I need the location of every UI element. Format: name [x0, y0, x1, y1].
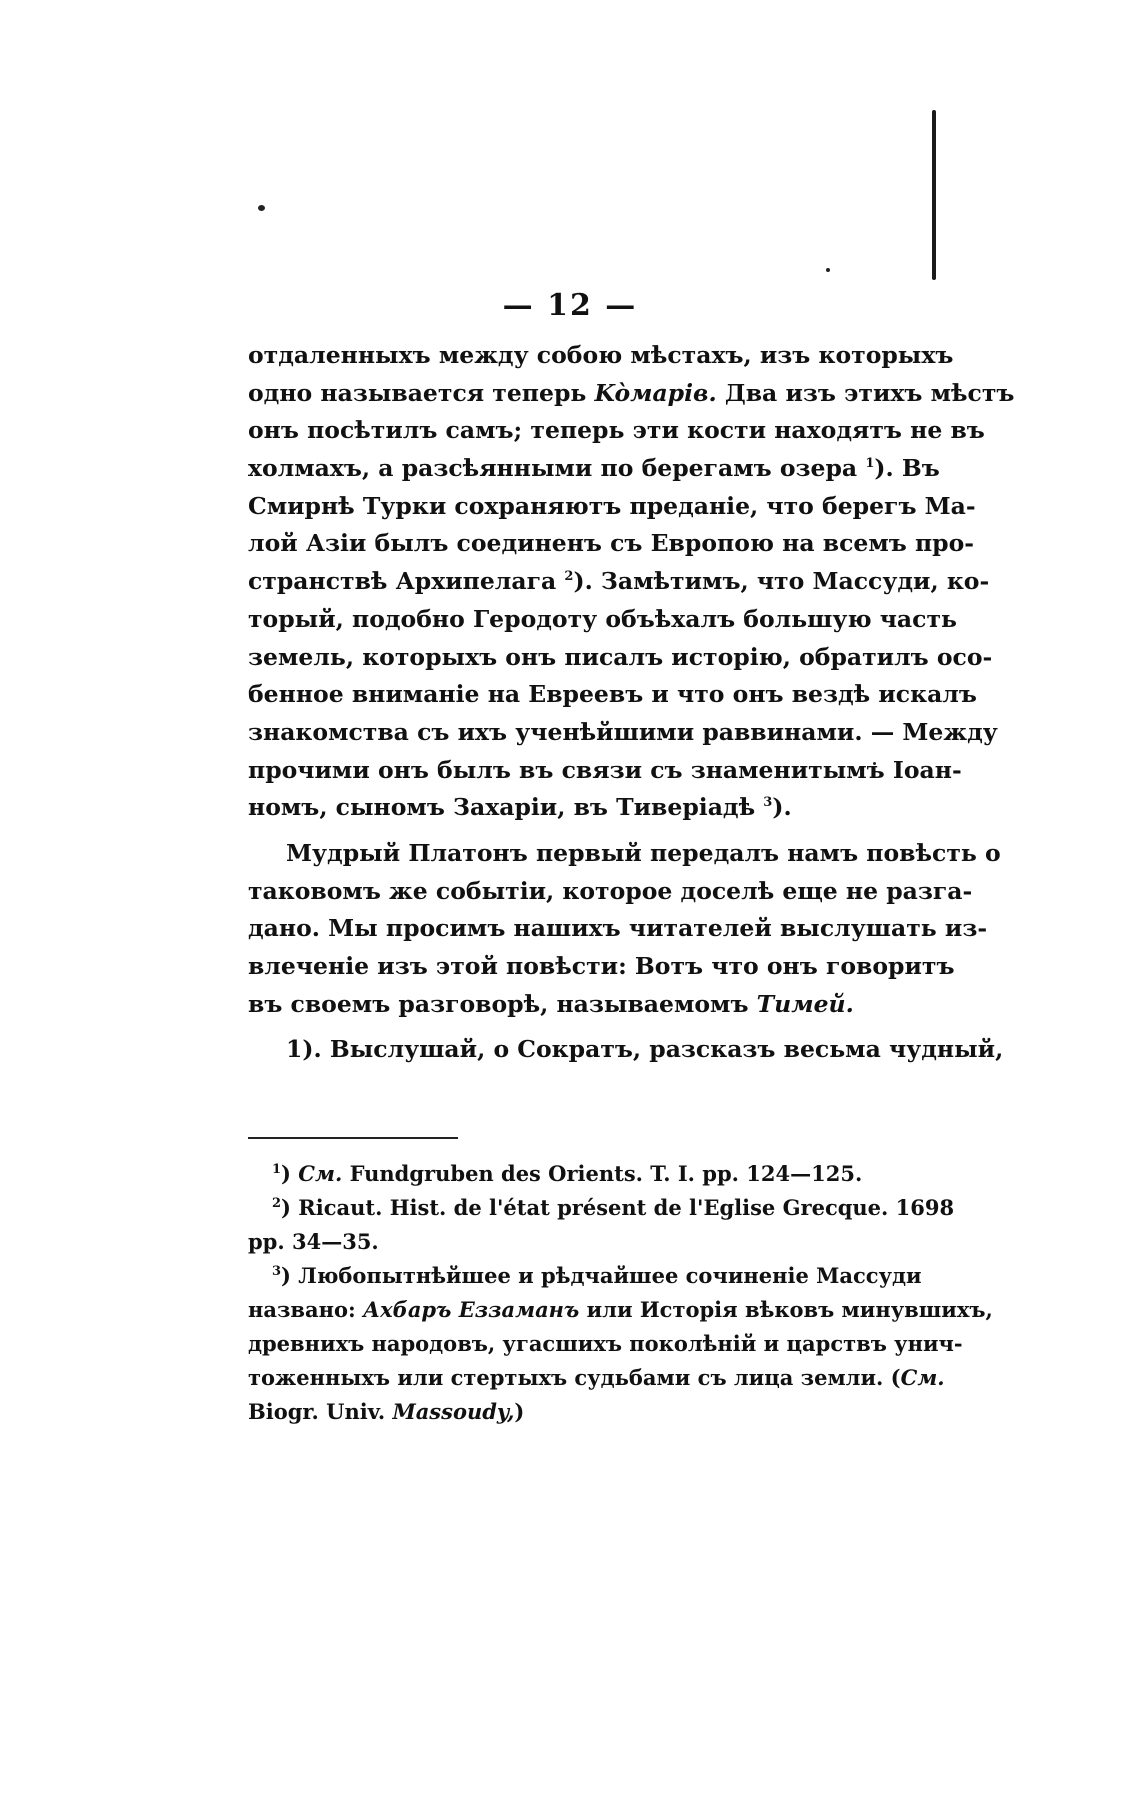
- footnote-continuation: названо: Ахбаръ Еззаманъ или Исторія вѣковъ минувшихъ,: [248, 1297, 993, 1322]
- footnote-continuation: Biogr. Univ. Massoudy,): [248, 1399, 525, 1424]
- text-line: земель, которыхъ онъ писалъ исторію, обратилъ осо-: [248, 642, 993, 671]
- text-line: 1). Выслушай, о Сократъ, разсказъ весьма чудный,: [286, 1035, 1004, 1064]
- footnote: $^3$) Любопытнѣйшее и рѣдчайшее сочиненіе Массуди: [272, 1263, 922, 1288]
- text-line: отдаленныхъ между собою мѣстахъ, изъ которыхъ: [248, 341, 954, 369]
- footnote: $^1$) См. Fundgruben des Orients. T. I. pp. 124—125.: [272, 1161, 863, 1186]
- page-number: — 12 —: [502, 288, 638, 323]
- text-line: бенное вниманіе на Евреевъ и что онъ вездѣ искалъ: [248, 680, 977, 709]
- footnote-ref: 1: [865, 456, 875, 472]
- main-text: [248, 337, 1015, 1069]
- text-line: Смирнѣ Турки сохраняютъ преданіе, что берегъ Ма-: [248, 491, 976, 520]
- text-line: одно называется теперь Kòмapiв. Два изъ этихъ мѣстъ: [248, 378, 1015, 407]
- text-line: лой Азіи былъ соединенъ съ Европою на всемъ про-: [248, 529, 975, 558]
- text-line: странствѣ Архипелага $^2$). Замѣтимъ, что Массуди, ко-: [248, 567, 990, 596]
- text-line: знакомства съ ихъ ученѣйшими раввинами. — Между: [248, 717, 998, 746]
- text-line: влеченіе изъ этой повѣсти: Вотъ что онъ говоритъ: [248, 952, 955, 980]
- footnotes: [248, 1157, 993, 1429]
- text-line: таковомъ же событіи, которое доселѣ еще не разга-: [248, 876, 973, 905]
- footnote-ref: 2: [564, 569, 574, 585]
- scan-speck: [258, 205, 265, 211]
- text-line: въ своемъ разговорѣ, называемомъ Тимей.: [248, 989, 854, 1018]
- text-line: холмахъ, а разсѣянными по берегамъ озера $^1$). Въ: [248, 454, 940, 483]
- footnote-continuation: тоженныхъ или стертыхъ судьбами съ лица земли. (См.: [248, 1365, 945, 1390]
- paragraph-gap: [248, 827, 876, 835]
- text-line: онъ посѣтилъ самъ; теперь эти кости находятъ не въ: [248, 416, 985, 445]
- scan-edge-line: [932, 110, 936, 280]
- text-line: торый, подобно Геродоту объѣхалъ большую часть: [248, 604, 957, 633]
- footnote: $^2$) Ricaut. Hist. de l'état présent de l'Eglise Grecque. 1698: [272, 1195, 955, 1220]
- footnote-continuation: pp. 34—35.: [248, 1229, 379, 1254]
- text-line: прочими онъ былъ въ связи съ знаменитымъ Іоан-: [248, 755, 962, 784]
- footnote-ref: 3: [763, 795, 773, 811]
- scan-speck: [826, 268, 830, 272]
- footnote-separator: [248, 1137, 458, 1139]
- text-line: номъ, сыномъ Захаріи, въ Тиверіадѣ $^3$).: [248, 793, 792, 822]
- text-line: Мудрый Платонъ первый передалъ намъ повѣсть о: [286, 838, 1001, 867]
- footnote-continuation: древнихъ народовъ, угасшихъ поколѣній и царствъ унич-: [248, 1331, 963, 1356]
- text-line: дано. Мы просимъ нашихъ читателей выслушать из-: [248, 914, 988, 943]
- italic-term: Kòмapiв.: [594, 378, 717, 407]
- paragraph-gap: [248, 1023, 876, 1031]
- italic-term: Тимей.: [756, 989, 854, 1018]
